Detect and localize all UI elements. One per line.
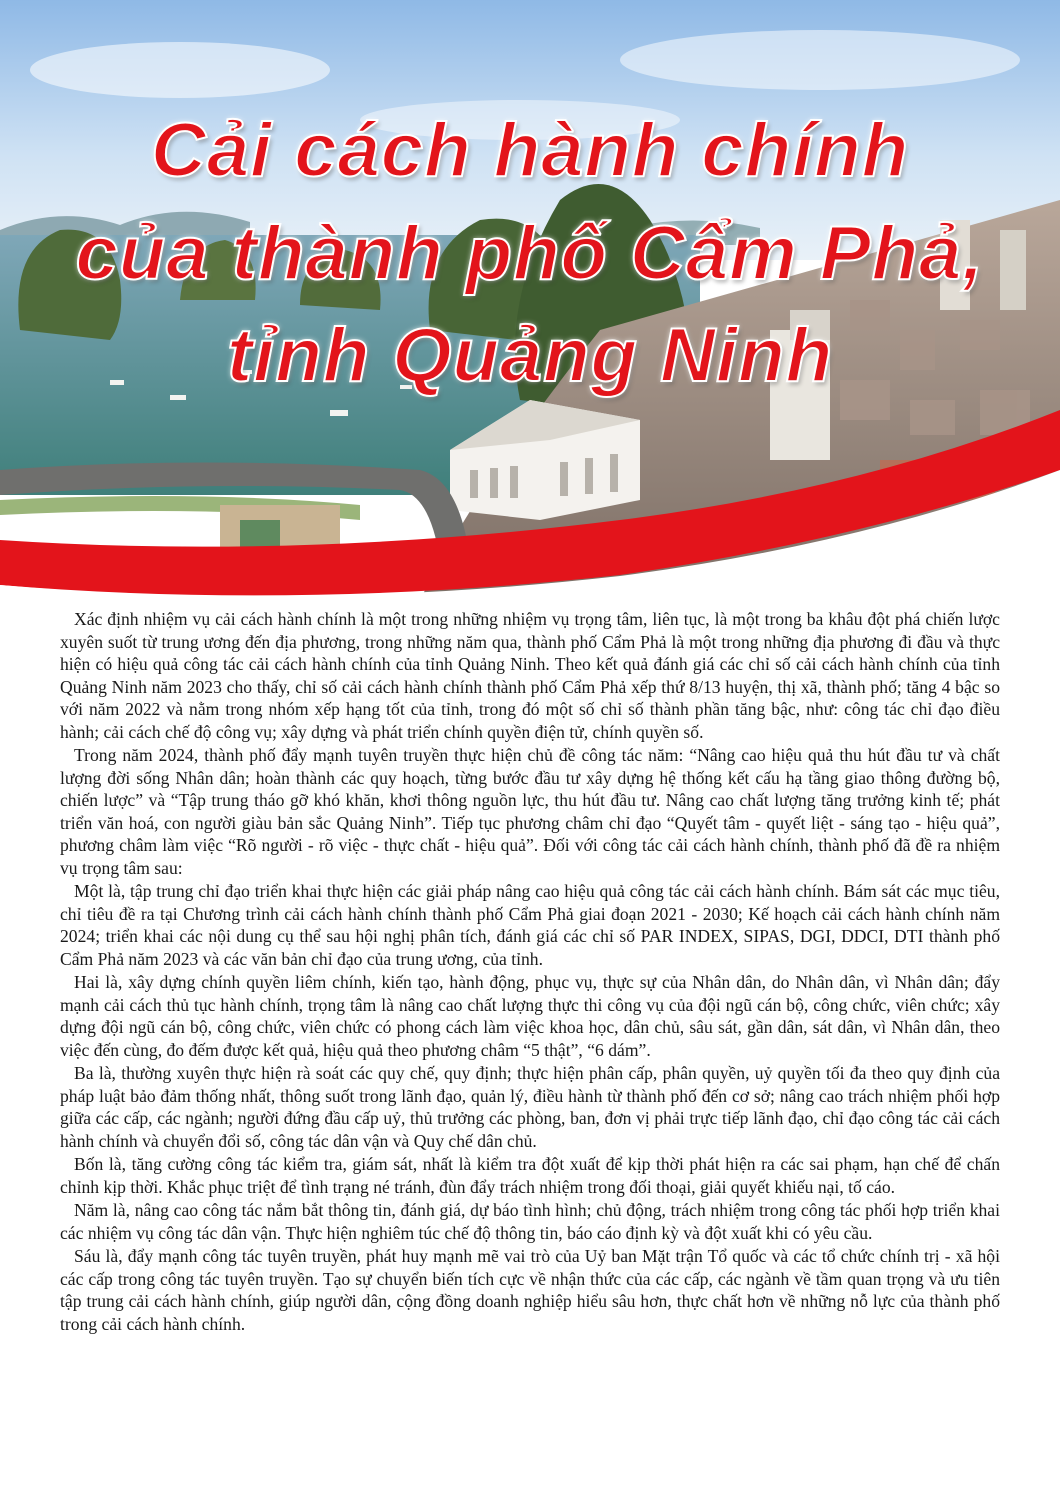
page-title [0,100,1060,408]
title-line-2: của thành phố Cẩm Phả, [75,210,985,296]
paragraph-task-six: Sáu là, đẩy mạnh công tác tuyên truyền, phát huy mạnh mẽ vai trò của Uỷ ban Mặt trận Tổ quốc và các tổ chức chính trị - xã hội các cấp trong công tác tuyên truyền. Tạo sự chuyển biến tích cực về nhận thức của các cấp, các ngành về tầm quan trọng và ưu tiên tập trung cải cách hành chính, giúp người dân, cộng đồng doanh nghiệp hiểu sâu hơn, thực chất hơn về những nỗ lực của thành phố trong cải cách hành chính. [60,1246,1000,1334]
paragraph-2024-theme: Trong năm 2024, thành phố đẩy mạnh tuyên truyền thực hiện chủ đề công tác năm: “Nâng cao hiệu quả thu hút đầu tư và chất lượng đời sống Nhân dân; hoàn thành các quy hoạch, từng bước đầu tư xây dựng hệ thống kết cấu hạ tầng giao thông đường bộ, chiến lược” và “Tập trung tháo gỡ khó khăn, khơi thông nguồn lực, thu hút đầu tư. Nâng cao chất lượng tăng trưởng kinh tế; phát triển văn hoá, con người giàu bản sắc Quảng Ninh”. Tiếp tục phương châm chỉ đạo “Quyết tâm - quyết liệt - sáng tạo - hiệu quả”, phương châm làm việc “Rõ người - rõ việc - thực chất - hiệu quả”. Đối với công tác cải cách hành chính, thành phố đã đề ra nhiệm vụ trọng tâm sau: [60,745,1000,878]
paragraph-intro: Xác định nhiệm vụ cải cách hành chính là một trong những nhiệm vụ trọng tâm, liên tục, là một trong ba khâu đột phá chiến lược xuyên suốt từ trung ương đến địa phương, trong những năm qua, thành phố Cẩm Phả là một trong những địa phương đi đầu và thực hiện có hiệu quả công tác cải cách hành chính của tỉnh Quảng Ninh. Theo kết quả đánh giá các chỉ số cải cách hành chính của tỉnh Quảng Ninh năm 2023 cho thấy, chỉ số cải cách hành chính thành phố Cẩm Phả xếp thứ 8/13 huyện, thị xã, thành phố; tăng 4 bậc so với năm 2022 và nằm trong nhóm xếp hạng tốt của tỉnh, trong đó một số chỉ số thành phần tăng bậc, như: công tác chỉ đạo điều hành; cải cách chế độ công vụ; xây dựng và phát triển chính quyền điện tử, chính quyền số. [60,609,1000,742]
paragraph-task-one: Một là, tập trung chỉ đạo triển khai thực hiện các giải pháp nâng cao hiệu quả công tác cải cách hành chính. Bám sát các mục tiêu, chỉ tiêu đề ra tại Chương trình cải cách hành chính thành phố Cẩm Phả giai đoạn 2021 - 2030; Kế hoạch cải cách hành chính năm 2024; triển khai các nội dung cụ thể sau hội nghị phân tích, đánh giá các chỉ số PAR INDEX, SIPAS, DGI, DDCI, DTI thành phố Cẩm Phả năm 2023 và các văn bản chỉ đạo của trung ương, của tỉnh. [60,881,1000,969]
paragraph-task-four: Bốn là, tăng cường công tác kiểm tra, giám sát, nhất là kiểm tra đột xuất để kịp thời phát hiện ra các sai phạm, hạn chế để chấn chỉnh kịp thời. Khắc phục triệt để tình trạng né tránh, đùn đẩy trách nhiệm trong đối thoại, giải quyết khiếu nại, tố cáo. [60,1154,1000,1197]
paragraph-task-five: Năm là, nâng cao công tác nắm bắt thông tin, đánh giá, dự báo tình hình; chủ động, trách nhiệm trong công tác phối hợp triển khai các nhiệm vụ công tác dân vận. Thực hiện nghiêm túc chế độ thông tin, báo cáo định kỳ và đột xuất khi có yêu cầu. [60,1200,1000,1243]
title-line-1: Cải cách hành chính [150,108,910,193]
hero-banner [0,0,1060,600]
paragraph-task-three: Ba là, thường xuyên thực hiện rà soát các quy chế, quy định; thực hiện phân cấp, phân quyền, uỷ quyền tối đa theo quy định của pháp luật bảo đảm thống nhất, thông suốt trong lãnh đạo, quản lý, điều hành từ thành phố đến cơ sở; nâng cao trách nhiệm phối hợp giữa các cấp, các ngành; người đứng đầu cấp uỷ, thủ trưởng các phòng, ban, đơn vị phải trực tiếp lãnh đạo, chỉ đạo công tác cải cách hành chính và chuyển đổi số, công tác dân vận và Quy chế dân chủ. [60,1063,1000,1151]
paragraph-task-two: Hai là, xây dựng chính quyền liêm chính, kiến tạo, hành động, phục vụ, thực sự của Nhân dân, do Nhân dân, vì Nhân dân; đẩy mạnh cải cách thủ tục hành chính, trọng tâm là nâng cao chất lượng thực thi công vụ của đội ngũ cán bộ, công chức, viên chức; xây dựng đội ngũ cán bộ, công chức, viên chức có phong cách làm việc khoa học, dân chủ, sâu sát, gần dân, sát dân, vì Nhân dân, theo việc đến cùng, đo đếm được kết quả, hiệu quả theo phương châm “5 thật”, “6 dám”. [60,972,1000,1060]
title-line-3: tỉnh Quảng Ninh [226,313,833,399]
article-body [60,608,1000,1336]
